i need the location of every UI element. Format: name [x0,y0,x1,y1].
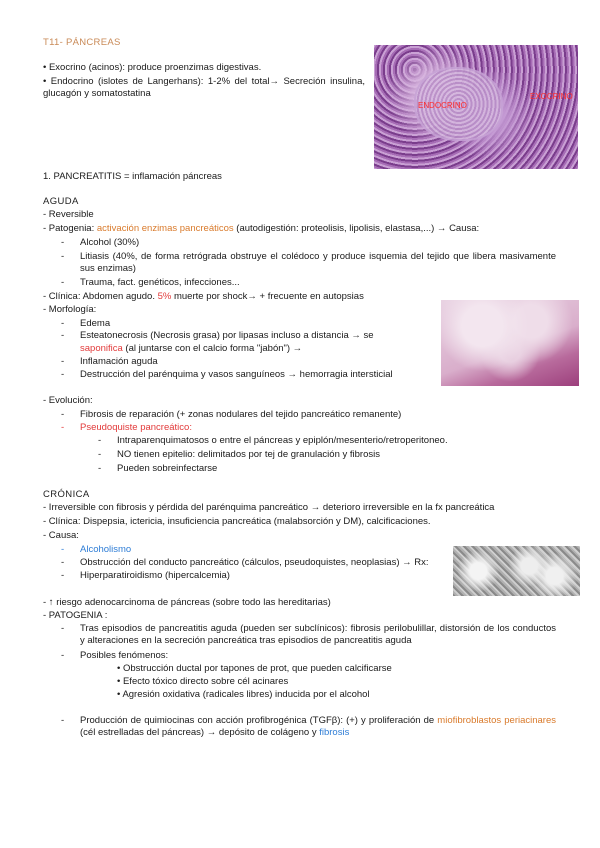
pseudo-item-2: - NO tienen epitelio: delimitados por tej de granulación y fibrosis [117,449,380,461]
causa-hiperparatiroidismo: - Hiperparatiroidismo (hipercalcemia) [80,570,230,582]
patogenia-prefix: - Patogenia: [43,223,97,234]
morf-edema: - Edema [80,318,110,330]
quimio-fibrosis: fibrosis [319,727,350,738]
intro-exocrino: • Exocrino (acinos): produce proenzimas digestivas. [43,62,262,73]
intro-endocrino: • Endocrino (islotes de Langerhans): 1-2% del total→ Secreción insulina, glucagón y somatostatina [43,76,365,99]
aguda-reversible: - Reversible [43,209,94,220]
label-exocrino: EXOCRINO [530,92,573,101]
causa-trauma: - Trauma, fact. genéticos, infecciones... [80,277,240,289]
fenomeno-3: • Agresión oxidativa (radicales libres) inducida por el alcohol [117,689,370,700]
patogenia-item-episodios: - Tras episodios de pancreatitis aguda (pueden ser subclínicos): fibrosis perilobulillar, distorsión de los conductos y alteraciones en la secreción pancreática tras episodios de pancreatitis aguda [80,623,556,647]
clinica-highlight: 5% [157,291,172,302]
evol-pseudoquiste: - Pseudoquiste pancreático: [80,422,192,434]
cronica-heading: CRÓNICA [43,489,90,500]
cronica-clinica: - Clínica: Dispepsia, ictericia, insuficiencia pancreática (malabsorción y DM), calcificaciones. [43,516,431,527]
causa-alcohol: - Alcohol (30%) [80,237,139,249]
patogenia-highlight: activación enzimas pancreáticos [96,223,234,234]
fenomeno-2: • Efecto tóxico directo sobre cél acinares [117,676,289,687]
clinica-suffix: muerte por shock→ + frecuente en autopsias [171,291,364,302]
morf-esteatonecrosis: - Esteatonecrosis (Necrosis grasa) por lipasas incluso a distancia → se [80,330,434,342]
patogenia-posibles: - Posibles fenómenos: [80,650,168,662]
aguda-patogenia [43,223,479,235]
fenomeno-1: • Obstrucción ductal por tapones de prot, que pueden calcificarse [117,663,392,674]
pancreatitis-heading: 1. PANCREATITIS = inflamación páncreas [43,171,222,182]
page-title: T11- PÁNCREAS [43,37,121,48]
saponifica-highlight: saponifica [80,343,123,354]
patogenia-suffix: (autodigestión: proteolisis, lipolisis, elastasa,...) → Causa: [233,223,480,234]
evol-fibrosis: - Fibrosis de reparación (+ zonas nodulares del tejido pancreático remanente) [80,409,401,421]
causa-alcoholismo: - Alcoholismo [80,544,131,556]
cronica-riesgo: - ↑ riesgo adenocarcinoma de páncreas (sobre todo las hereditarias) [43,597,331,608]
patogenia-quimiocinas [80,715,556,739]
quimio-middle: (cél estrelladas del páncreas) → depósito de colágeno y [80,727,320,738]
cronica-irreversible: - Irreversible con fibrosis y pérdida del parénquima pancreático → deterioro irreversible en la fx pancreática [43,502,495,513]
causa-litiasis: - Litiasis (40%, de forma retrógrada obstruye el colédoco y produce isquemia del tejido que libera masivamente sus enzimas) [80,251,556,275]
saponifica-suffix: (al juntarse con el calcio forma "jabón") → [122,343,303,354]
aguda-evolucion: - Evolución: [43,395,93,406]
aguda-morfologia: - Morfología: [43,304,97,315]
cronica-causa: - Causa: [43,530,79,541]
morf-inflamacion: - Inflamación aguda [80,356,158,368]
xray-image-calcifications [453,546,580,596]
morf-saponifica [80,343,302,355]
causa-obstruccion: - Obstrucción del conducto pancreático (cálculos, pseudoquistes, neoplasias) → Rx: [80,557,429,569]
clinica-prefix: - Clínica: Abdomen agudo. [43,291,158,302]
morf-destruccion: - Destrucción del parénquima y vasos sanguíneos → hemorragia intersticial [80,369,393,381]
quimio-miofibroblastos: miofibroblastos periacinares [437,715,556,726]
aguda-heading: AGUDA [43,196,79,207]
quimio-prefix: Producción de quimiocinas con acción profibrogénica (TGFβ): (+) y proliferación de [80,715,438,726]
histology-image-esteatonecrosis [441,300,579,386]
label-endocrino: ENDOCRINO [418,101,467,110]
pseudo-item-3: - Pueden sobreinfectarse [117,463,217,475]
aguda-clinica [43,291,364,303]
histology-image-islet [374,45,578,169]
cronica-patogenia: - PATOGENIA : [43,610,108,621]
pseudo-item-1: - Intraparenquimatosos o entre el páncreas y epiplón/mesenterio/retroperitoneo. [117,435,448,447]
